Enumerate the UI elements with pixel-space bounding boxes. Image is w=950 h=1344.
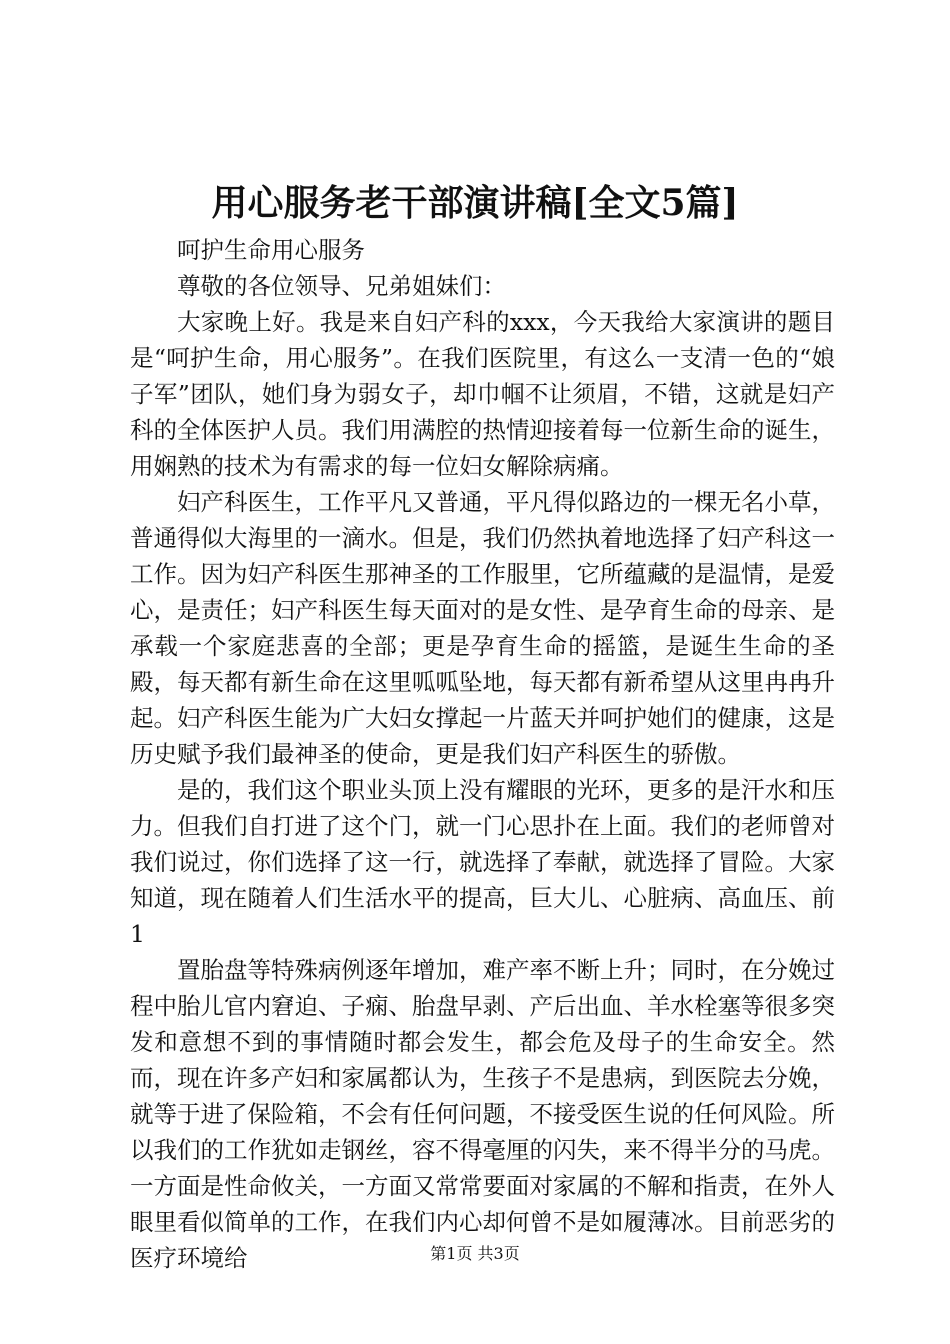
- document-body: [130, 232, 835, 1276]
- body-paragraph: 大家晚上好。我是来自妇产科的xxx，今天我给大家演讲的题目是“呵护生命，用心服务”。在我们医院里，有这么一支清一色的“娘子军”团队，她们身为弱女子，却巾帼不让须眉，不错，这就是妇产科的全体医护人员。我们用满腔的热情迎接着每一位新生命的诞生，用娴熟的技术为有需求的每一位妇女解除病痛。: [130, 308, 835, 480]
- salutation-paragraph: 尊敬的各位领导、兄弟姐妹们：: [177, 272, 506, 300]
- page-footer: 第1页 共3页: [430, 1244, 520, 1263]
- body-paragraph: 置胎盘等特殊病例逐年增加，难产率不断上升；同时，在分娩过程中胎儿官内窘迫、子痫、胎盘早剥、产后出血、羊水栓塞等很多突发和意想不到的事情随时都会发生，都会危及母子的生命安全。然而，现在许多产妇和家属都认为，生孩子不是患病，到医院去分娩，就等于进了保险箱，不会有任何问题，不接受医生说的任何风险。所以我们的工作犹如走钢丝，容不得毫厘的闪失，来不得半分的马虎。一方面是性命攸关，一方面又常常要面对家属的不解和指责，在外人眼里看似简单的工作，在我们内心却何曾不是如履薄冰。目前恶劣的医疗环境给: [130, 956, 835, 1272]
- subtitle-paragraph: 呵护生命用心服务: [177, 236, 365, 264]
- body-paragraph: 妇产科医生，工作平凡又普通，平凡得似路边的一棵无名小草，普通得似大海里的一滴水。但是，我们仍然执着地选择了妇产科这一工作。因为妇产科医生那神圣的工作服里，它所蕴藏的是温情，是爱心，是责任；妇产科医生每天面对的是女性、是孕育生命的母亲、是承载一个家庭悲喜的全部；更是孕育生命的摇篮，是诞生生命的圣殿，每天都有新生命在这里呱呱坠地，每天都有新希望从这里冉冉升起。妇产科医生能为广大妇女撑起一片蓝天并呵护她们的健康，这是历史赋予我们最神圣的使命，更是我们妇产科医生的骄傲。: [130, 488, 835, 768]
- body-paragraph: 是的，我们这个职业头顶上没有耀眼的光环，更多的是汗水和压力。但我们自打进了这个门，就一门心思扑在上面。我们的老师曾对我们说过，你们选择了这一行，就选择了奉献，就选择了冒险。大家知道，现在随着人们生活水平的提高，巨大儿、心脏病、高血压、前1: [130, 776, 835, 948]
- document-title: 用心服务老干部演讲稿[全文5篇]: [211, 182, 739, 224]
